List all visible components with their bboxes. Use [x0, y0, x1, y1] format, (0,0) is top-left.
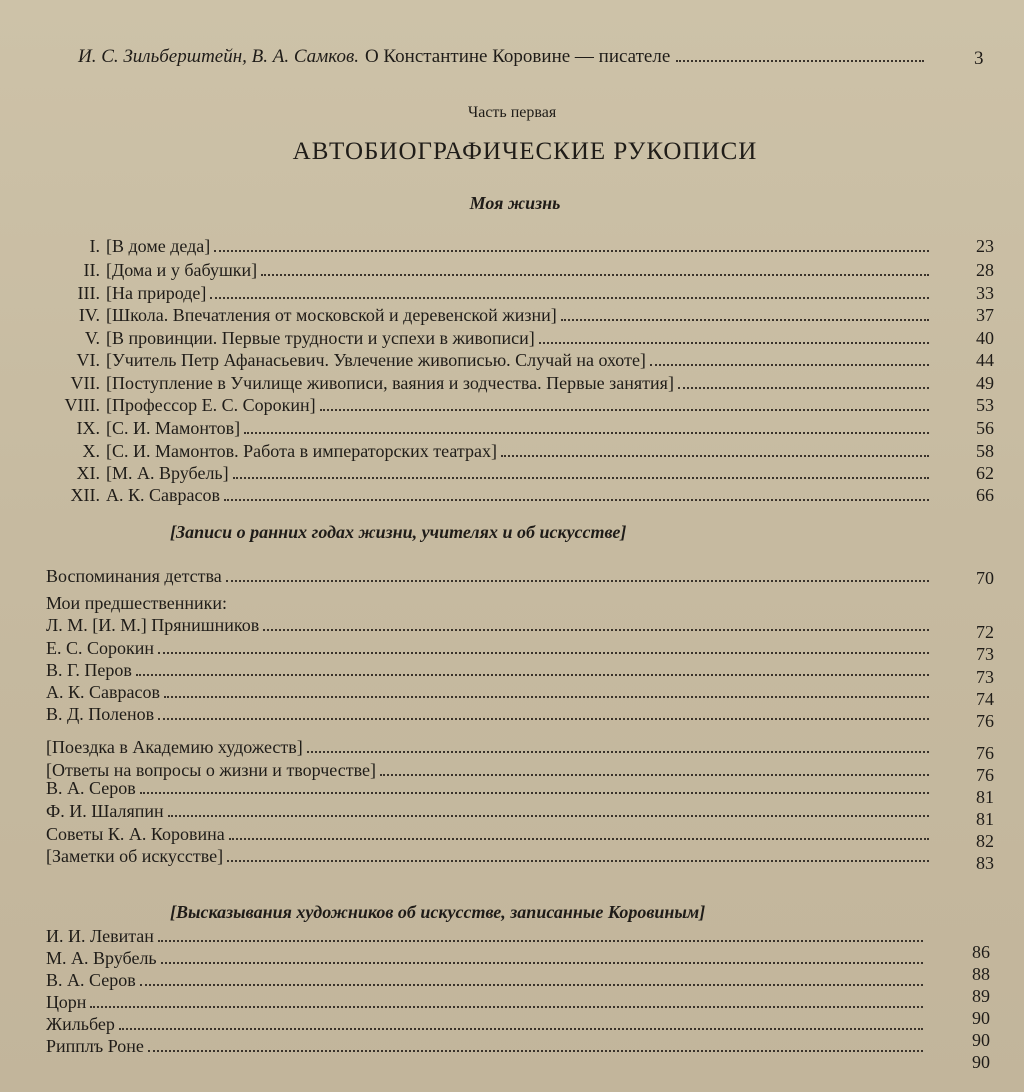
chapter-number: IX. — [76, 418, 100, 438]
dot-leader — [320, 409, 929, 411]
entry-page: 73 — [976, 667, 994, 687]
dot-leader — [90, 1006, 923, 1008]
notes-row — [46, 660, 932, 681]
notes-row — [46, 737, 932, 758]
entry-page: 88 — [972, 964, 990, 984]
entry-page: 90 — [972, 1052, 990, 1072]
dot-leader — [210, 297, 929, 299]
entry-page: 70 — [976, 568, 994, 588]
chapter-number: V. — [84, 328, 100, 348]
entry-title: В. А. Серов — [46, 778, 136, 798]
dot-leader — [233, 477, 929, 479]
entry-title: [Поездка в Академию художеств] — [46, 737, 303, 757]
chapter-title: [В доме деда] — [106, 236, 211, 256]
chapter-page: 66 — [976, 485, 994, 505]
entry-title: Е. С. Сорокин — [46, 638, 155, 658]
chapter-page: 28 — [976, 260, 994, 280]
chapter-row — [54, 350, 932, 371]
dot-leader — [650, 364, 929, 366]
entry-title: В. А. Серов — [46, 970, 136, 990]
dot-leader — [158, 652, 929, 654]
entry-page: 76 — [976, 743, 994, 763]
entry-title: Воспоминания детства — [46, 566, 222, 586]
chapter-row — [54, 260, 932, 281]
dot-leader — [307, 751, 929, 753]
entry-page: 76 — [976, 765, 994, 785]
entry-title: В. Д. Поленов — [46, 704, 155, 724]
entry-title: [Заметки об искусстве] — [46, 846, 224, 866]
notes-row — [46, 704, 932, 725]
sayings-row — [46, 992, 926, 1013]
chapter-number: X. — [82, 441, 100, 461]
chapter-page: 33 — [976, 283, 994, 303]
entry-page: 74 — [976, 689, 994, 709]
dot-leader — [226, 580, 929, 582]
part-label: Часть первая — [467, 104, 557, 121]
chapter-number: IV. — [78, 305, 100, 325]
dot-leader — [140, 984, 923, 986]
chapter-title: [На природе] — [106, 283, 207, 303]
chapter-row — [54, 236, 932, 257]
entry-authors: И. С. Зильберштейн, В. А. Самков. — [78, 46, 359, 67]
entry-title: А. К. Саврасов — [46, 682, 160, 702]
sayings-row — [46, 948, 926, 969]
subsection-heading: [Записи о ранних годах жизни, учителях и об искусстве] — [170, 522, 627, 542]
dot-leader — [214, 250, 929, 252]
toc-entry-introduction — [78, 46, 928, 68]
entry-title: Л. М. [И. М.] Прянишников — [46, 615, 260, 635]
chapter-number: XII. — [70, 485, 100, 505]
notes-row — [46, 638, 932, 659]
entry-page-number: 3 — [974, 48, 984, 69]
entry-page: 90 — [972, 1008, 990, 1028]
dot-leader — [136, 674, 929, 676]
chapter-number: II. — [83, 260, 100, 280]
entry-page: 81 — [976, 787, 994, 807]
chapter-row — [54, 305, 932, 326]
chapter-page: 62 — [976, 463, 994, 483]
sayings-row — [46, 1036, 926, 1057]
dot-leader — [119, 1028, 923, 1030]
entry-title: В. Г. Перов — [46, 660, 132, 680]
dot-leader — [501, 455, 929, 457]
chapter-page: 56 — [976, 418, 994, 438]
entry-title: О Константине Коровине — писателе — [364, 46, 671, 67]
dot-leader — [678, 387, 929, 389]
chapter-row — [54, 328, 932, 349]
notes-row — [46, 824, 932, 845]
subsection-heading: Моя жизнь — [469, 193, 561, 213]
chapter-page: 49 — [976, 373, 994, 393]
dot-leader — [224, 499, 929, 501]
chapter-row — [54, 395, 932, 416]
dot-leader — [158, 940, 923, 942]
entry-page: 86 — [972, 942, 990, 962]
chapter-number: VIII. — [64, 395, 100, 415]
chapter-row — [54, 441, 932, 462]
sayings-row — [46, 970, 926, 991]
entry-page: 81 — [976, 809, 994, 829]
dot-leader — [244, 432, 929, 434]
dot-leader — [380, 774, 929, 776]
dot-leader — [161, 962, 923, 964]
entry-page: 76 — [976, 711, 994, 731]
sayings-row — [46, 926, 926, 947]
chapter-number: I. — [89, 236, 100, 256]
entry-page: 90 — [972, 1030, 990, 1050]
entry-title: Советы К. А. Коровина — [46, 824, 225, 844]
chapter-title: [С. И. Мамонтов] — [106, 418, 241, 438]
entry-title: М. А. Врубель — [46, 948, 157, 968]
notes-row — [46, 846, 932, 867]
notes-row — [46, 778, 932, 799]
entry-page: 89 — [972, 986, 990, 1006]
notes-row — [46, 615, 932, 636]
chapter-title: [С. И. Мамонтов. Работа в императорских театрах] — [106, 441, 497, 461]
chapter-page: 23 — [976, 236, 994, 256]
section-title: АВТОБИОГРАФИЧЕСКИЕ РУКОПИСИ — [292, 138, 758, 165]
subsection-heading: [Высказывания художников об искусстве, записанные Коровиным] — [170, 902, 706, 922]
dot-leader — [227, 860, 929, 862]
chapter-number: III. — [77, 283, 100, 303]
chapter-number: XI. — [76, 463, 100, 483]
dot-leader — [676, 60, 924, 62]
sayings-row — [46, 1014, 926, 1035]
chapter-title: [Дома и у бабушки] — [106, 260, 258, 280]
chapter-title: [М. А. Врубель] — [106, 463, 229, 483]
dot-leader — [229, 838, 929, 840]
entry-title: Жильбер — [46, 1014, 115, 1034]
entry-title: Цорн — [46, 992, 87, 1012]
chapter-page: 58 — [976, 441, 994, 461]
notes-row — [46, 566, 932, 587]
entry-page: 73 — [976, 644, 994, 664]
notes-row — [46, 801, 932, 822]
chapter-title: [Профессор Е. С. Сорокин] — [106, 395, 316, 415]
dot-leader — [164, 696, 929, 698]
entry-title: Рипплъ Роне — [46, 1036, 144, 1056]
dot-leader — [561, 319, 929, 321]
entry-title: [Ответы на вопросы о жизни и творчестве] — [46, 760, 376, 780]
notes-row — [46, 682, 932, 703]
dot-leader — [261, 274, 929, 276]
dot-leader — [158, 718, 929, 720]
entry-page: 83 — [976, 853, 994, 873]
chapter-title: [Учитель Петр Афанасьевич. Увлечение живописью. Случай на охоте] — [106, 350, 646, 370]
chapter-row — [54, 485, 932, 506]
dot-leader — [539, 342, 929, 344]
chapter-page: 37 — [976, 305, 994, 325]
chapter-page: 40 — [976, 328, 994, 348]
entry-page: 82 — [976, 831, 994, 851]
chapter-row — [54, 463, 932, 484]
entry-page: 72 — [976, 622, 994, 642]
dot-leader — [168, 815, 929, 817]
dot-leader — [148, 1050, 923, 1052]
chapter-row — [54, 373, 932, 394]
dot-leader — [263, 629, 929, 631]
chapter-title: [Школа. Впечатления от московской и деревенской жизни] — [106, 305, 557, 325]
chapter-number: VII. — [70, 373, 100, 393]
chapter-page: 44 — [976, 350, 994, 370]
chapter-title: [В провинции. Первые трудности и успехи в живописи] — [106, 328, 535, 348]
chapter-number: VI. — [76, 350, 100, 370]
chapter-row — [54, 418, 932, 439]
chapter-row — [54, 283, 932, 304]
entry-title: Ф. И. Шаляпин — [46, 801, 164, 821]
entry-title: И. И. Левитан — [46, 926, 154, 946]
chapter-title: А. К. Саврасов — [106, 485, 220, 505]
chapter-page: 53 — [976, 395, 994, 415]
chapter-title: [Поступление в Училище живописи, ваяния и зодчества. Первые занятия] — [106, 373, 674, 393]
predecessors-heading: Мои предшественники: — [46, 593, 228, 613]
dot-leader — [140, 792, 929, 794]
